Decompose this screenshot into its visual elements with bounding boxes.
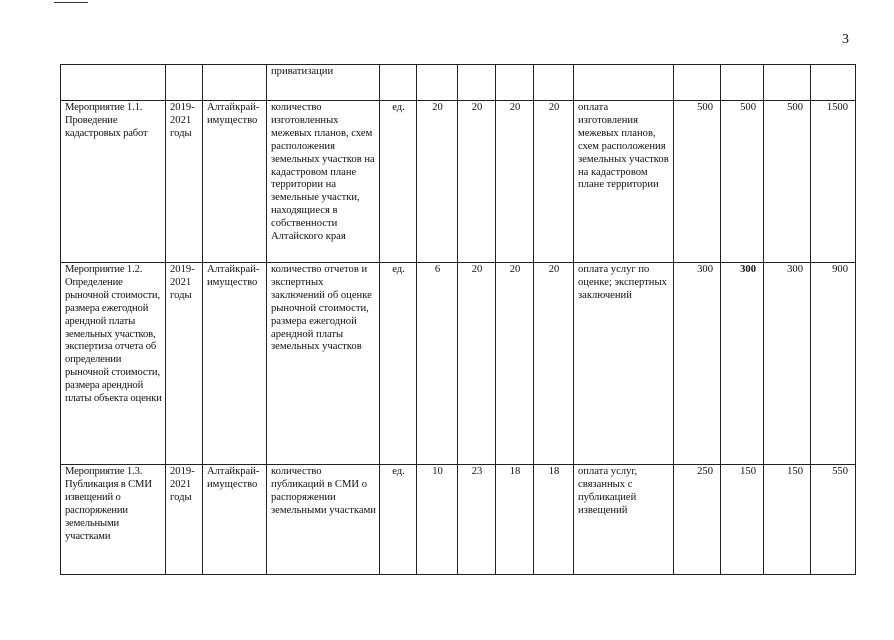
indicator-value-cell <box>534 65 574 101</box>
event-cell: Мероприятие 1.3. Публикация в СМИ извещений о распоряжении земельными участками <box>61 465 166 575</box>
table-row <box>61 65 856 101</box>
indicator-value-cell: 20 <box>496 263 534 465</box>
table-row <box>61 263 856 465</box>
period-cell: 2019-2021 годы <box>166 101 203 263</box>
cost-description-cell: оплата услуг по оценке; экспертных заключений <box>574 263 674 465</box>
indicator-value-cell: 18 <box>496 465 534 575</box>
event-cell: Мероприятие 1.2. Определение рыночной стоимости, размера ежегодной арендной платы земельных участков, экспертиза отчета об определении рыночной стоимости, размера арендной платы объекта оценки <box>61 263 166 465</box>
indicator-value-cell: 20 <box>458 263 496 465</box>
unit-cell <box>380 65 417 101</box>
indicator-value-cell: 20 <box>496 101 534 263</box>
indicator-value-cell: 18 <box>534 465 574 575</box>
period-cell <box>166 65 203 101</box>
indicator-value-cell: 10 <box>417 465 458 575</box>
indicator-value-cell: 20 <box>534 101 574 263</box>
scan-corner-mark <box>54 2 88 3</box>
cost-total-cell: 550 <box>811 465 856 575</box>
cost-value-cell: 300 <box>764 263 811 465</box>
cost-value-cell: 250 <box>674 465 721 575</box>
event-cell <box>61 65 166 101</box>
period-cell: 2019-2021 годы <box>166 465 203 575</box>
cost-value-cell: 150 <box>764 465 811 575</box>
executor-cell: Алтайкрай-имущество <box>203 465 267 575</box>
indicator-cell: приватизации <box>267 65 380 101</box>
indicator-value-cell <box>496 65 534 101</box>
cost-value-cell: 500 <box>674 101 721 263</box>
cost-value-cell: 150 <box>721 465 764 575</box>
cost-description-cell <box>574 65 674 101</box>
indicator-cell: количество изготовленных межевых планов, схем расположения земельных участков на кадастровом плане территории на земельные участки, находящиеся в собственности Алтайского края <box>267 101 380 263</box>
indicator-value-cell <box>417 65 458 101</box>
executor-cell: Алтайкрай-имущество <box>203 101 267 263</box>
cost-value-cell <box>674 65 721 101</box>
cost-value-cell <box>764 65 811 101</box>
indicator-value-cell <box>458 65 496 101</box>
period-cell: 2019-2021 годы <box>166 263 203 465</box>
page-number: 3 <box>842 32 849 47</box>
indicator-cell: количество публикаций в СМИ о распоряжении земельными участками <box>267 465 380 575</box>
cost-value-cell: 500 <box>721 101 764 263</box>
event-cell: Мероприятие 1.1. Проведение кадастровых работ <box>61 101 166 263</box>
executor-cell: Алтайкрай-имущество <box>203 263 267 465</box>
unit-cell: ед. <box>380 101 417 263</box>
unit-cell: ед. <box>380 263 417 465</box>
executor-cell <box>203 65 267 101</box>
program-activities-table <box>60 64 856 575</box>
cost-total-cell <box>811 65 856 101</box>
cost-value-cell <box>721 65 764 101</box>
indicator-value-cell: 20 <box>458 101 496 263</box>
cost-value-cell: 300 <box>674 263 721 465</box>
indicator-value-cell: 6 <box>417 263 458 465</box>
indicator-value-cell: 20 <box>534 263 574 465</box>
table-row <box>61 101 856 263</box>
cost-value-cell: 500 <box>764 101 811 263</box>
cost-value-cell: 300 <box>721 263 764 465</box>
unit-cell: ед. <box>380 465 417 575</box>
cost-total-cell: 900 <box>811 263 856 465</box>
table-row <box>61 465 856 575</box>
indicator-cell: количество отчетов и экспертных заключений об оценке рыночной стоимости, размера ежегодной арендной платы земельных участков <box>267 263 380 465</box>
indicator-value-cell: 23 <box>458 465 496 575</box>
indicator-value-cell: 20 <box>417 101 458 263</box>
cost-total-cell: 1500 <box>811 101 856 263</box>
cost-description-cell: оплата услуг, связанных с публикацией извещений <box>574 465 674 575</box>
cost-description-cell: оплата изготовления межевых планов, схем расположения земельных участков на кадастровом плане территории <box>574 101 674 263</box>
